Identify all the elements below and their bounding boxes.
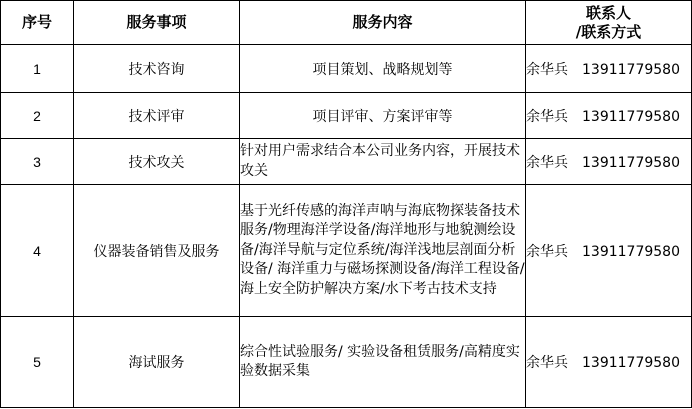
contact-name: 余华兵 — [526, 355, 568, 371]
contact-phone: 13911779580 — [582, 154, 680, 171]
row-seq: 5 — [1, 317, 74, 408]
row-item: 海试服务 — [74, 317, 240, 408]
contact-phone: 13911779580 — [582, 355, 680, 371]
contact-name: 余华兵 — [526, 108, 568, 125]
row-seq: 1 — [1, 45, 74, 93]
header-seq: 序号 — [1, 1, 74, 45]
header-contact-line1: 联系人 — [585, 3, 631, 22]
contact-phone: 13911779580 — [582, 61, 680, 78]
header-item: 服务事项 — [74, 1, 240, 45]
contact-name: 余华兵 — [526, 243, 568, 260]
row-contact — [526, 45, 692, 93]
row-content: 项目策划、战略规划等 — [240, 45, 526, 93]
header-content: 服务内容 — [240, 1, 526, 45]
row-seq: 2 — [1, 93, 74, 139]
row-seq: 3 — [1, 139, 74, 185]
table-row — [1, 45, 692, 93]
contact-phone: 13911779580 — [582, 243, 680, 260]
table-row — [1, 185, 692, 317]
header-contact-line2: /联系方式 — [575, 22, 642, 41]
contact-phone: 13911779580 — [582, 108, 680, 125]
contact-name: 余华兵 — [526, 154, 568, 171]
row-item: 仪器装备销售及服务 — [74, 185, 240, 317]
row-contact — [526, 317, 692, 408]
row-contact — [526, 185, 692, 317]
table-row — [1, 317, 692, 408]
row-item: 技术咨询 — [74, 45, 240, 93]
row-content: 针对用户需求结合本公司业务内容，开展技术攻关 — [240, 139, 526, 185]
row-content: 综合性试验服务/ 实验设备租赁服务/高精度实验数据采集 — [240, 317, 526, 408]
row-item: 技术评审 — [74, 93, 240, 139]
header-contact — [526, 1, 692, 45]
row-content: 项目评审、方案评审等 — [240, 93, 526, 139]
contact-name: 余华兵 — [526, 61, 568, 78]
header-row — [1, 1, 692, 45]
row-content: 基于光纤传感的海洋声呐与海底物探装备技术服务/物理海洋学设备/海洋地形与地貌测绘设备/海洋导航与定位系统/海洋浅地层剖面分析设备/ 海洋重力与磁场探测设备/海洋工程设备/海上安全防护解决方案/水下考古技术支持 — [240, 185, 526, 317]
table-row — [1, 93, 692, 139]
row-item: 技术攻关 — [74, 139, 240, 185]
row-contact — [526, 139, 692, 185]
row-contact — [526, 93, 692, 139]
row-seq: 4 — [1, 185, 74, 317]
table-row — [1, 139, 692, 185]
